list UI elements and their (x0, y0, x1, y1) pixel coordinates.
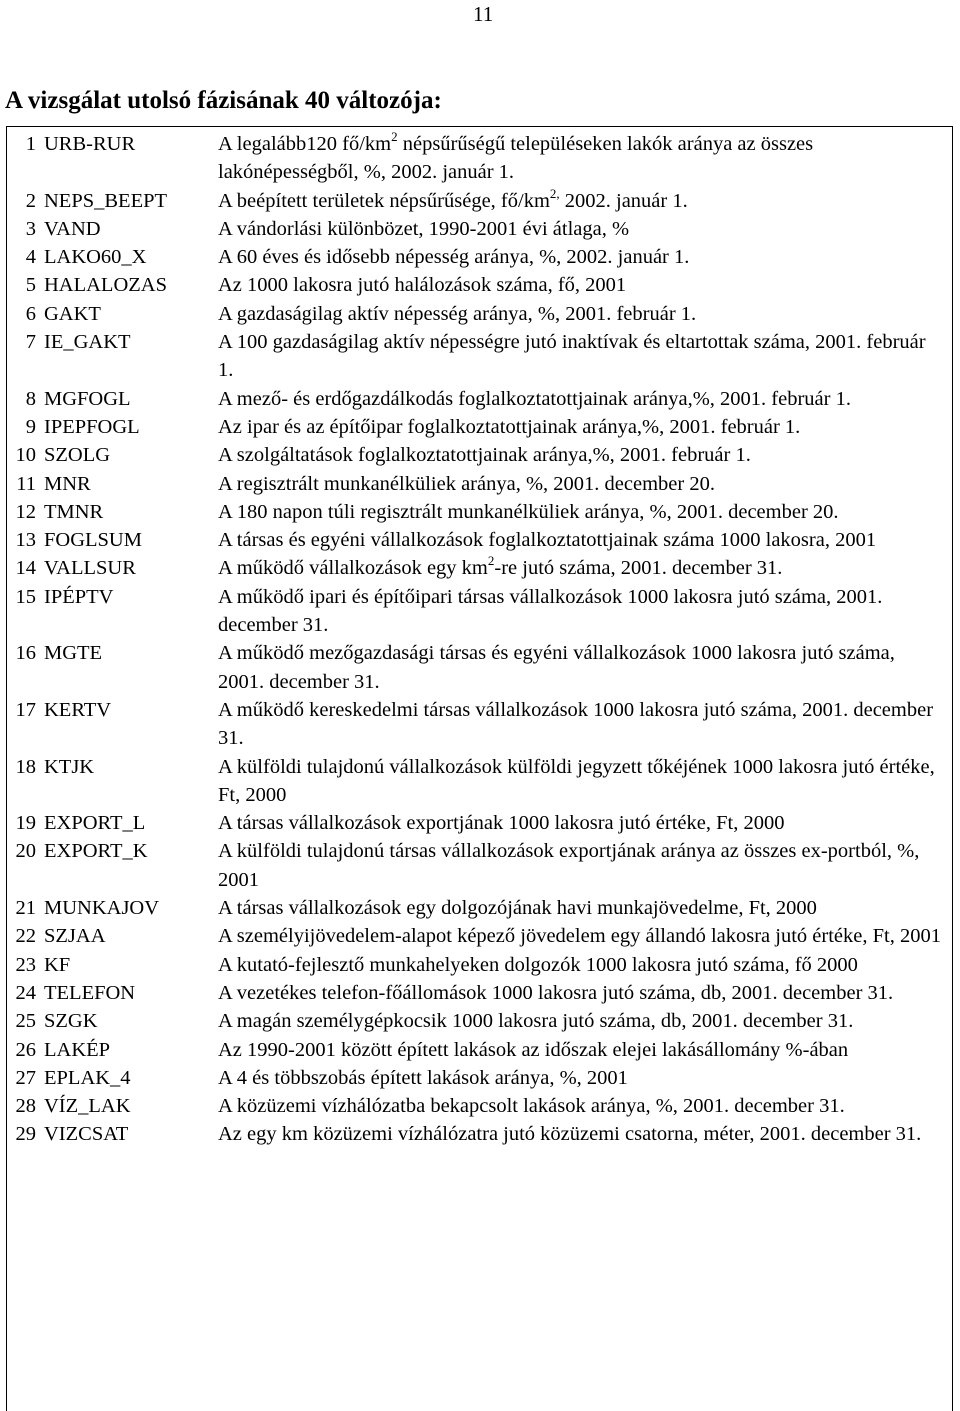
variable-code: MGFOGL (44, 387, 131, 410)
variable-description (218, 837, 955, 894)
variable-code: LAKO60_X (44, 246, 147, 269)
variable-description (218, 470, 955, 498)
description-text: A társas vállalkozások egy dolgozójának havi munkajövedelme, Ft, 2000 (218, 897, 817, 920)
table-row (10, 1092, 955, 1120)
variable-number: 29 (15, 1123, 36, 1146)
variable-number: 24 (15, 981, 36, 1004)
variable-number: 19 (15, 812, 36, 835)
variable-description (218, 753, 955, 810)
description-text: A közüzemi vízhálózatba bekapcsolt lakások aránya, %, 2001. december 31. (218, 1095, 845, 1118)
description-text: A személyijövedelem-alapot képező jövedelem egy állandó lakosra jutó értéke, Ft, 2001 (218, 925, 941, 948)
description-text: A magán személygépkocsik 1000 lakosra jutó száma, db, 2001. december 31. (218, 1010, 854, 1033)
description-text-continued: népsűrűségű településeken lakók aránya az összes lakónépességből, %, 2002. január 1. (218, 133, 814, 184)
table-row (10, 413, 955, 441)
table-row (10, 187, 955, 215)
description-text: A társas és egyéni vállalkozások foglalkoztatottjainak száma 1000 lakosra, 2001 (218, 529, 877, 552)
variable-code: MNR (44, 472, 91, 495)
description-superscript: 2 (391, 129, 398, 144)
variable-code: KERTV (44, 698, 112, 721)
variable-description (218, 300, 955, 328)
description-text: Az egy km közüzemi vízhálózatra jutó közüzemi csatorna, méter, 2001. december 31. (218, 1123, 922, 1146)
variable-number: 11 (16, 472, 36, 495)
variables-table (10, 130, 955, 1149)
variable-description (218, 187, 955, 215)
variable-description (218, 979, 955, 1007)
variable-number: 10 (15, 444, 36, 467)
table-row (10, 498, 955, 526)
variable-description (218, 215, 955, 243)
variable-number: 22 (15, 925, 36, 948)
table-row (10, 271, 955, 299)
variable-code: VIZCSAT (44, 1123, 129, 1146)
variable-description (218, 271, 955, 299)
table-row (10, 951, 955, 979)
table-row (10, 130, 955, 187)
variable-description (218, 696, 955, 753)
description-superscript: 2, (549, 185, 560, 201)
table-row (10, 215, 955, 243)
description-text: Az 1000 lakosra jutó halálozások száma, fő, 2001 (218, 274, 627, 297)
table-row (10, 979, 955, 1007)
variable-code: SZGK (44, 1010, 98, 1033)
variable-number: 6 (25, 302, 36, 325)
description-text: A társas vállalkozások exportjának 1000 lakosra jutó értéke, Ft, 2000 (218, 812, 785, 835)
variable-code: TELEFON (44, 981, 136, 1004)
variable-number: 3 (25, 217, 36, 240)
table-row (10, 696, 955, 753)
table-row (10, 243, 955, 271)
variable-number: 7 (25, 331, 36, 354)
variable-description (218, 951, 955, 979)
variable-number: 5 (25, 274, 36, 297)
description-superscript: 2 (487, 553, 495, 569)
description-text: A beépített területek népsűrűsége, fő/km (218, 189, 550, 212)
variable-number: 8 (25, 387, 36, 410)
variable-code: SZOLG (44, 444, 111, 467)
variable-number: 2 (25, 189, 36, 212)
variable-code: MUNKAJOV (44, 897, 160, 920)
variable-description (218, 526, 955, 554)
variable-number: 9 (25, 415, 36, 438)
variable-number: 16 (15, 642, 36, 665)
description-text: A külföldi tulajdonú vállalkozások külföldi jegyzett tőkéjének 1000 lakosra jutó értéke, Ft, 2000 (218, 755, 935, 806)
variable-code: KF (44, 953, 71, 976)
variable-number: 25 (15, 1010, 36, 1033)
variable-number: 17 (15, 698, 36, 721)
variable-code: EPLAK_4 (44, 1066, 131, 1089)
description-text: A működő kereskedelmi társas vállalkozások 1000 lakosra jutó száma, 2001. december 31. (218, 698, 934, 750)
variable-description (218, 1120, 955, 1148)
variable-description (218, 583, 955, 640)
variable-description (218, 1064, 955, 1092)
variable-code: FOGLSUM (44, 529, 142, 552)
variable-code: URB-RUR (44, 133, 136, 155)
table-row (10, 753, 955, 810)
table-row (10, 1036, 955, 1064)
variable-code: EXPORT_K (44, 840, 148, 863)
variable-code: IE_GAKT (44, 331, 131, 354)
variable-description (218, 922, 955, 950)
variable-code: GAKT (44, 302, 101, 325)
variable-description (218, 328, 955, 385)
variable-code: EXPORT_L (44, 812, 146, 835)
variable-code: IPÉPTV (44, 585, 114, 608)
table-row (10, 441, 955, 469)
description-text: A működő ipari és építőipari társas vállalkozások 1000 lakosra jutó száma, 2001. december 31. (218, 585, 883, 637)
variable-description (218, 809, 955, 837)
variable-number: 26 (15, 1038, 36, 1061)
variable-number: 20 (15, 840, 36, 863)
variable-description (218, 894, 955, 922)
variable-description (218, 441, 955, 469)
variable-number: 27 (15, 1066, 36, 1089)
variable-code: NEPS_BEEPT (44, 189, 168, 212)
variable-number: 4 (25, 246, 36, 269)
variable-code: MGTE (44, 642, 103, 665)
description-text: A legalább120 fő/km (218, 133, 392, 155)
description-text: A működő mezőgazdasági társas és egyéni vállalkozások 1000 lakosra jutó száma, 2001. december 31. (218, 642, 895, 693)
description-text: A mező- és erdőgazdálkodás foglalkoztatottjainak aránya,%, 2001. február 1. (218, 387, 851, 410)
variable-code: VÍZ_LAK (44, 1095, 131, 1118)
variable-description (218, 1036, 955, 1064)
variable-number: 14 (15, 557, 36, 580)
variable-number: 1 (25, 133, 36, 155)
description-text: A 100 gazdaságilag aktív népességre jutó inaktívak és eltartottak száma, 2001. február 1. (218, 331, 926, 382)
variable-number: 12 (15, 500, 36, 523)
variable-number: 13 (15, 529, 36, 552)
description-text: Az 1990-2001 között épített lakások az időszak elejei lakásállomány %-ában (218, 1038, 849, 1061)
variable-code: LAKÉP (44, 1038, 111, 1061)
variable-code: KTJK (44, 755, 95, 778)
table-row (10, 1007, 955, 1035)
variable-description (218, 413, 955, 441)
variable-number: 15 (15, 585, 36, 608)
table-row (10, 837, 955, 894)
variable-code: VALLSUR (44, 557, 136, 580)
table-row (10, 1120, 955, 1148)
variable-description (218, 639, 955, 696)
description-text: A gazdaságilag aktív népesség aránya, %, 2001. február 1. (218, 302, 697, 325)
variable-description (218, 243, 955, 271)
table-row (10, 639, 955, 696)
description-text: A vezetékes telefon-főállomások 1000 lakosra jutó száma, db, 2001. december 31. (218, 981, 894, 1004)
table-row (10, 583, 955, 640)
table-row (10, 894, 955, 922)
table-row (10, 300, 955, 328)
description-text: Az ipar és az építőipar foglalkoztatottjainak aránya,%, 2001. február 1. (218, 415, 801, 438)
description-text: A szolgáltatások foglalkoztatottjainak aránya,%, 2001. február 1. (218, 444, 751, 467)
table-row (10, 470, 955, 498)
description-text: A 4 és többszobás épített lakások aránya, %, 2001 (218, 1066, 628, 1089)
variable-number: 28 (15, 1095, 36, 1118)
variable-description (218, 130, 955, 187)
variable-description (218, 385, 955, 413)
table-row (10, 554, 955, 582)
variable-code: TMNR (44, 500, 104, 523)
variable-code: VAND (44, 217, 101, 240)
description-text: A külföldi tulajdonú társas vállalkozások exportjának aránya az összes ex-portból, %, 2001 (218, 840, 920, 891)
variable-code: HALALOZAS (44, 274, 167, 297)
table-row (10, 385, 955, 413)
table-row (10, 1064, 955, 1092)
variable-code: IPEPFOGL (44, 415, 140, 438)
table-row (10, 922, 955, 950)
variable-number: 21 (15, 897, 36, 920)
description-text: A 60 éves és idősebb népesség aránya, %, 2002. január 1. (218, 246, 690, 269)
variable-description (218, 554, 955, 582)
variable-number: 18 (15, 755, 36, 778)
variable-description (218, 498, 955, 526)
variable-description (218, 1092, 955, 1120)
variable-number: 23 (15, 953, 36, 976)
description-text-continued: 2002. január 1. (559, 189, 688, 212)
table-row (10, 809, 955, 837)
description-text: A kutató-fejlesztő munkahelyeken dolgozók 1000 lakosra jutó száma, fő 2000 (218, 953, 858, 976)
page-number: 11 (473, 2, 494, 26)
description-text: A 180 napon túli regisztrált munkanélküliek aránya, %, 2001. december 20. (218, 500, 839, 523)
description-text-continued: -re jutó száma, 2001. december 31. (494, 557, 783, 580)
variable-description (218, 1007, 955, 1035)
table-row (10, 526, 955, 554)
description-text: A működő vállalkozások egy km (218, 557, 488, 580)
description-text: A regisztrált munkanélküliek aránya, %, 2001. december 20. (218, 472, 715, 495)
section-heading: A vizsgálat utolsó fázisának 40 változója: (5, 87, 442, 114)
variable-code: SZJAA (44, 925, 106, 948)
table-row (10, 328, 955, 385)
description-text: A vándorlási különbözet, 1990-2001 évi átlaga, % (218, 217, 630, 240)
